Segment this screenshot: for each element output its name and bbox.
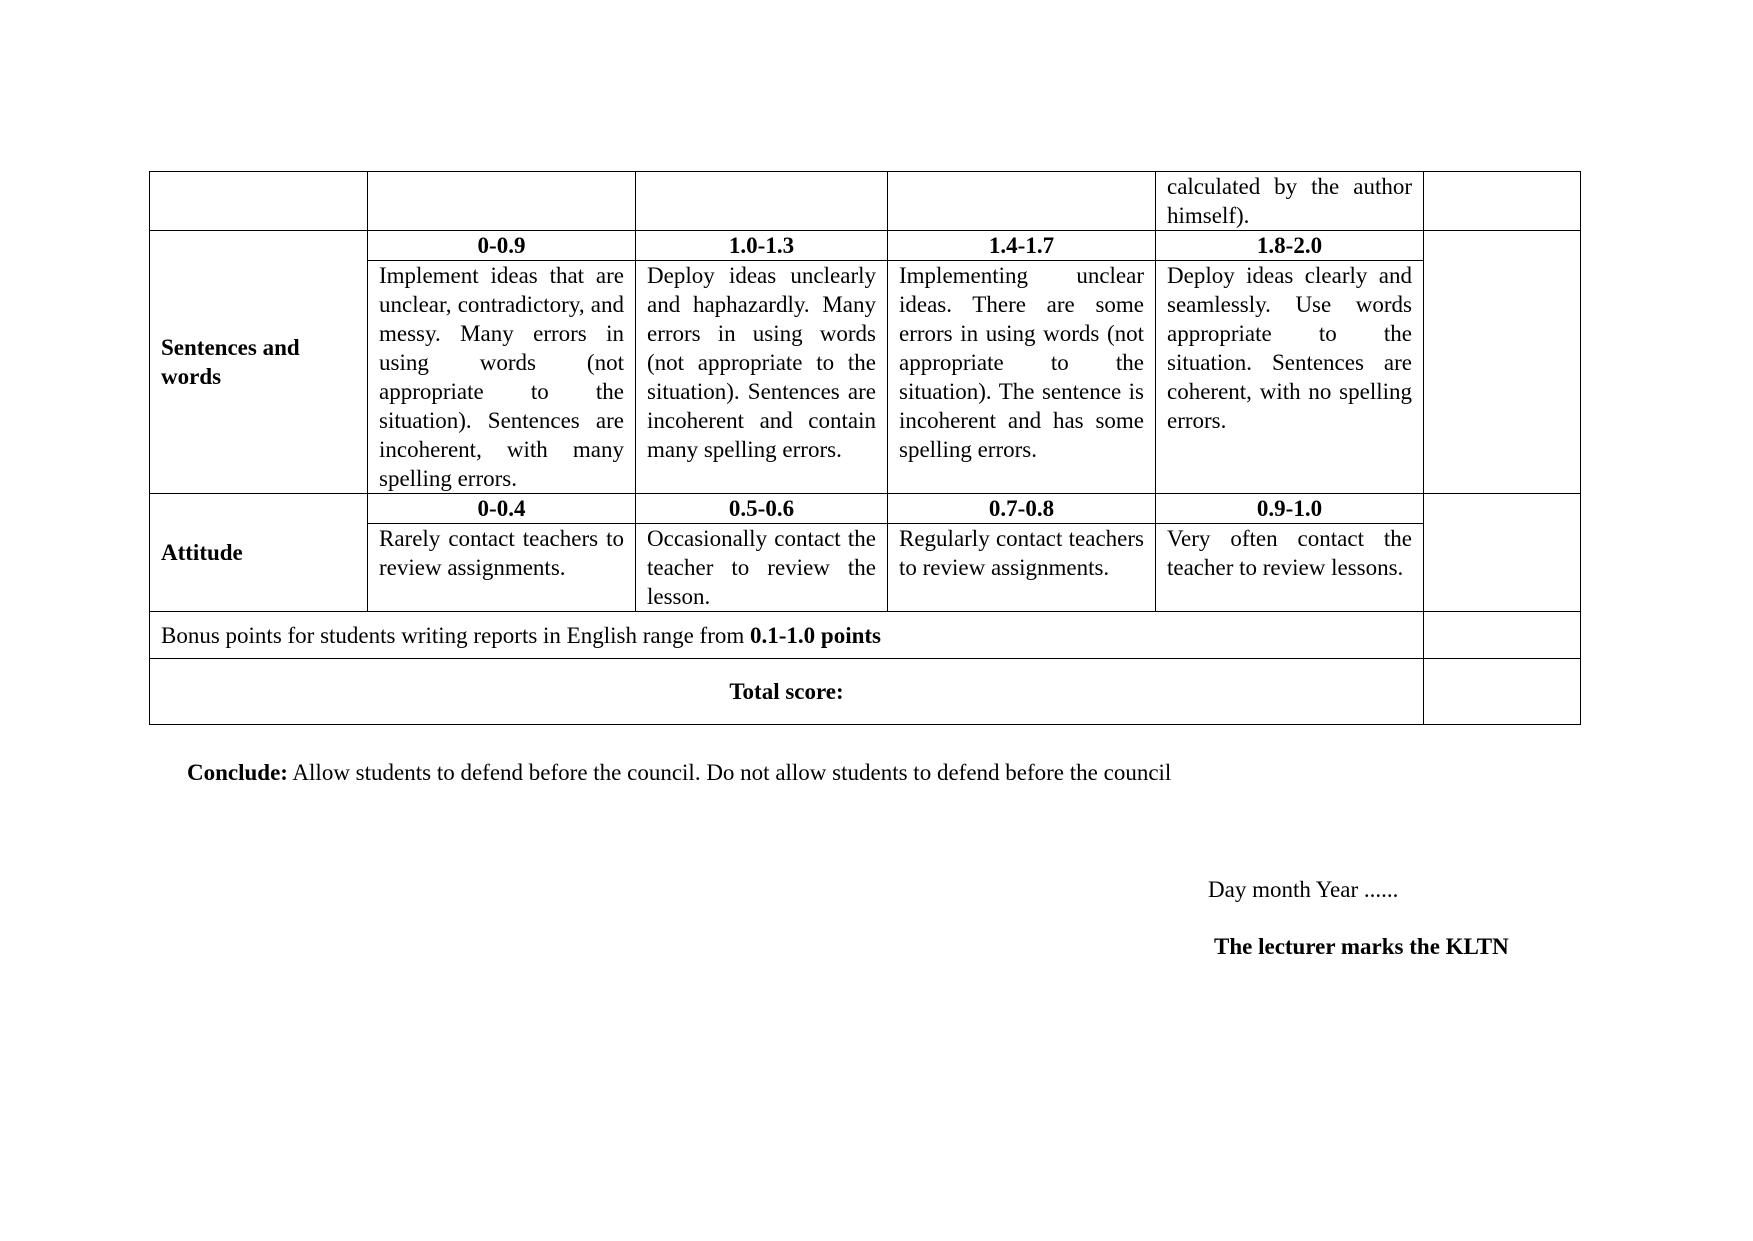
score-range: 1.8-2.0: [1156, 231, 1424, 261]
date-line: Day month Year ......: [1208, 877, 1399, 902]
total-row: [150, 659, 1581, 725]
grading-rubric-table: [149, 171, 1581, 725]
conclude-text: Allow students to defend before the council. Do not allow students to defend before the council: [287, 760, 1172, 785]
score-range: 0-0.9: [368, 231, 636, 261]
score-range: 0.5-0.6: [636, 494, 888, 524]
criteria-label-sentences-words: Sentences and words: [150, 231, 368, 494]
level-description: Occasionally contact the teacher to review the lesson.: [636, 524, 888, 612]
continuation-text: calculated by the author himself).: [1156, 172, 1424, 231]
bonus-points: 0.1-1.0 points: [750, 622, 881, 648]
score-cell: [1424, 231, 1581, 494]
total-score-cell: [1424, 659, 1581, 725]
bonus-text-cell: [150, 612, 1424, 659]
level-description: Deploy ideas unclearly and haphazardly. Many errors in using words (not appropriate to the situation). Sentences are incoherent and contain many spelling errors.: [636, 261, 888, 494]
level-cell: [368, 172, 636, 231]
attitude-range-row: [150, 494, 1581, 524]
score-cell: [1424, 172, 1581, 231]
continuation-row: [150, 172, 1581, 231]
conclude-label: Conclude:: [187, 760, 288, 785]
score-cell: [1424, 494, 1581, 612]
signature-title: The lecturer marks the KLTN: [1214, 934, 1509, 959]
level-description: Deploy ideas clearly and seamlessly. Use words appropriate to the situation. Sentences are coherent, with no spelling errors.: [1156, 261, 1424, 494]
score-range: 1.4-1.7: [888, 231, 1156, 261]
total-score-label: Total score:: [150, 659, 1424, 725]
conclusion-line: [187, 758, 1171, 787]
bonus-text: Bonus points for students writing reports in English range from: [161, 622, 750, 648]
score-cell: [1424, 612, 1581, 659]
level-description: Implement ideas that are unclear, contradictory, and messy. Many errors in using words (not appropriate to the situation). Sentences are incoherent, with many spelling errors.: [368, 261, 636, 494]
score-range: 0.7-0.8: [888, 494, 1156, 524]
criteria-label-attitude: Attitude: [150, 494, 368, 612]
score-range: 0-0.4: [368, 494, 636, 524]
bonus-row: [150, 612, 1581, 659]
level-description: Very often contact the teacher to review lessons.: [1156, 524, 1424, 612]
level-cell: [636, 172, 888, 231]
level-description: Regularly contact teachers to review assignments.: [888, 524, 1156, 612]
score-range: 1.0-1.3: [636, 231, 888, 261]
level-description: Rarely contact teachers to review assignments.: [368, 524, 636, 612]
sentences-words-range-row: [150, 231, 1581, 261]
level-description: Implementing unclear ideas. There are some errors in using words (not appropriate to the situation). The sentence is incoherent and has some spelling errors.: [888, 261, 1156, 494]
criteria-cell: [150, 172, 368, 231]
score-range: 0.9-1.0: [1156, 494, 1424, 524]
level-cell: [888, 172, 1156, 231]
